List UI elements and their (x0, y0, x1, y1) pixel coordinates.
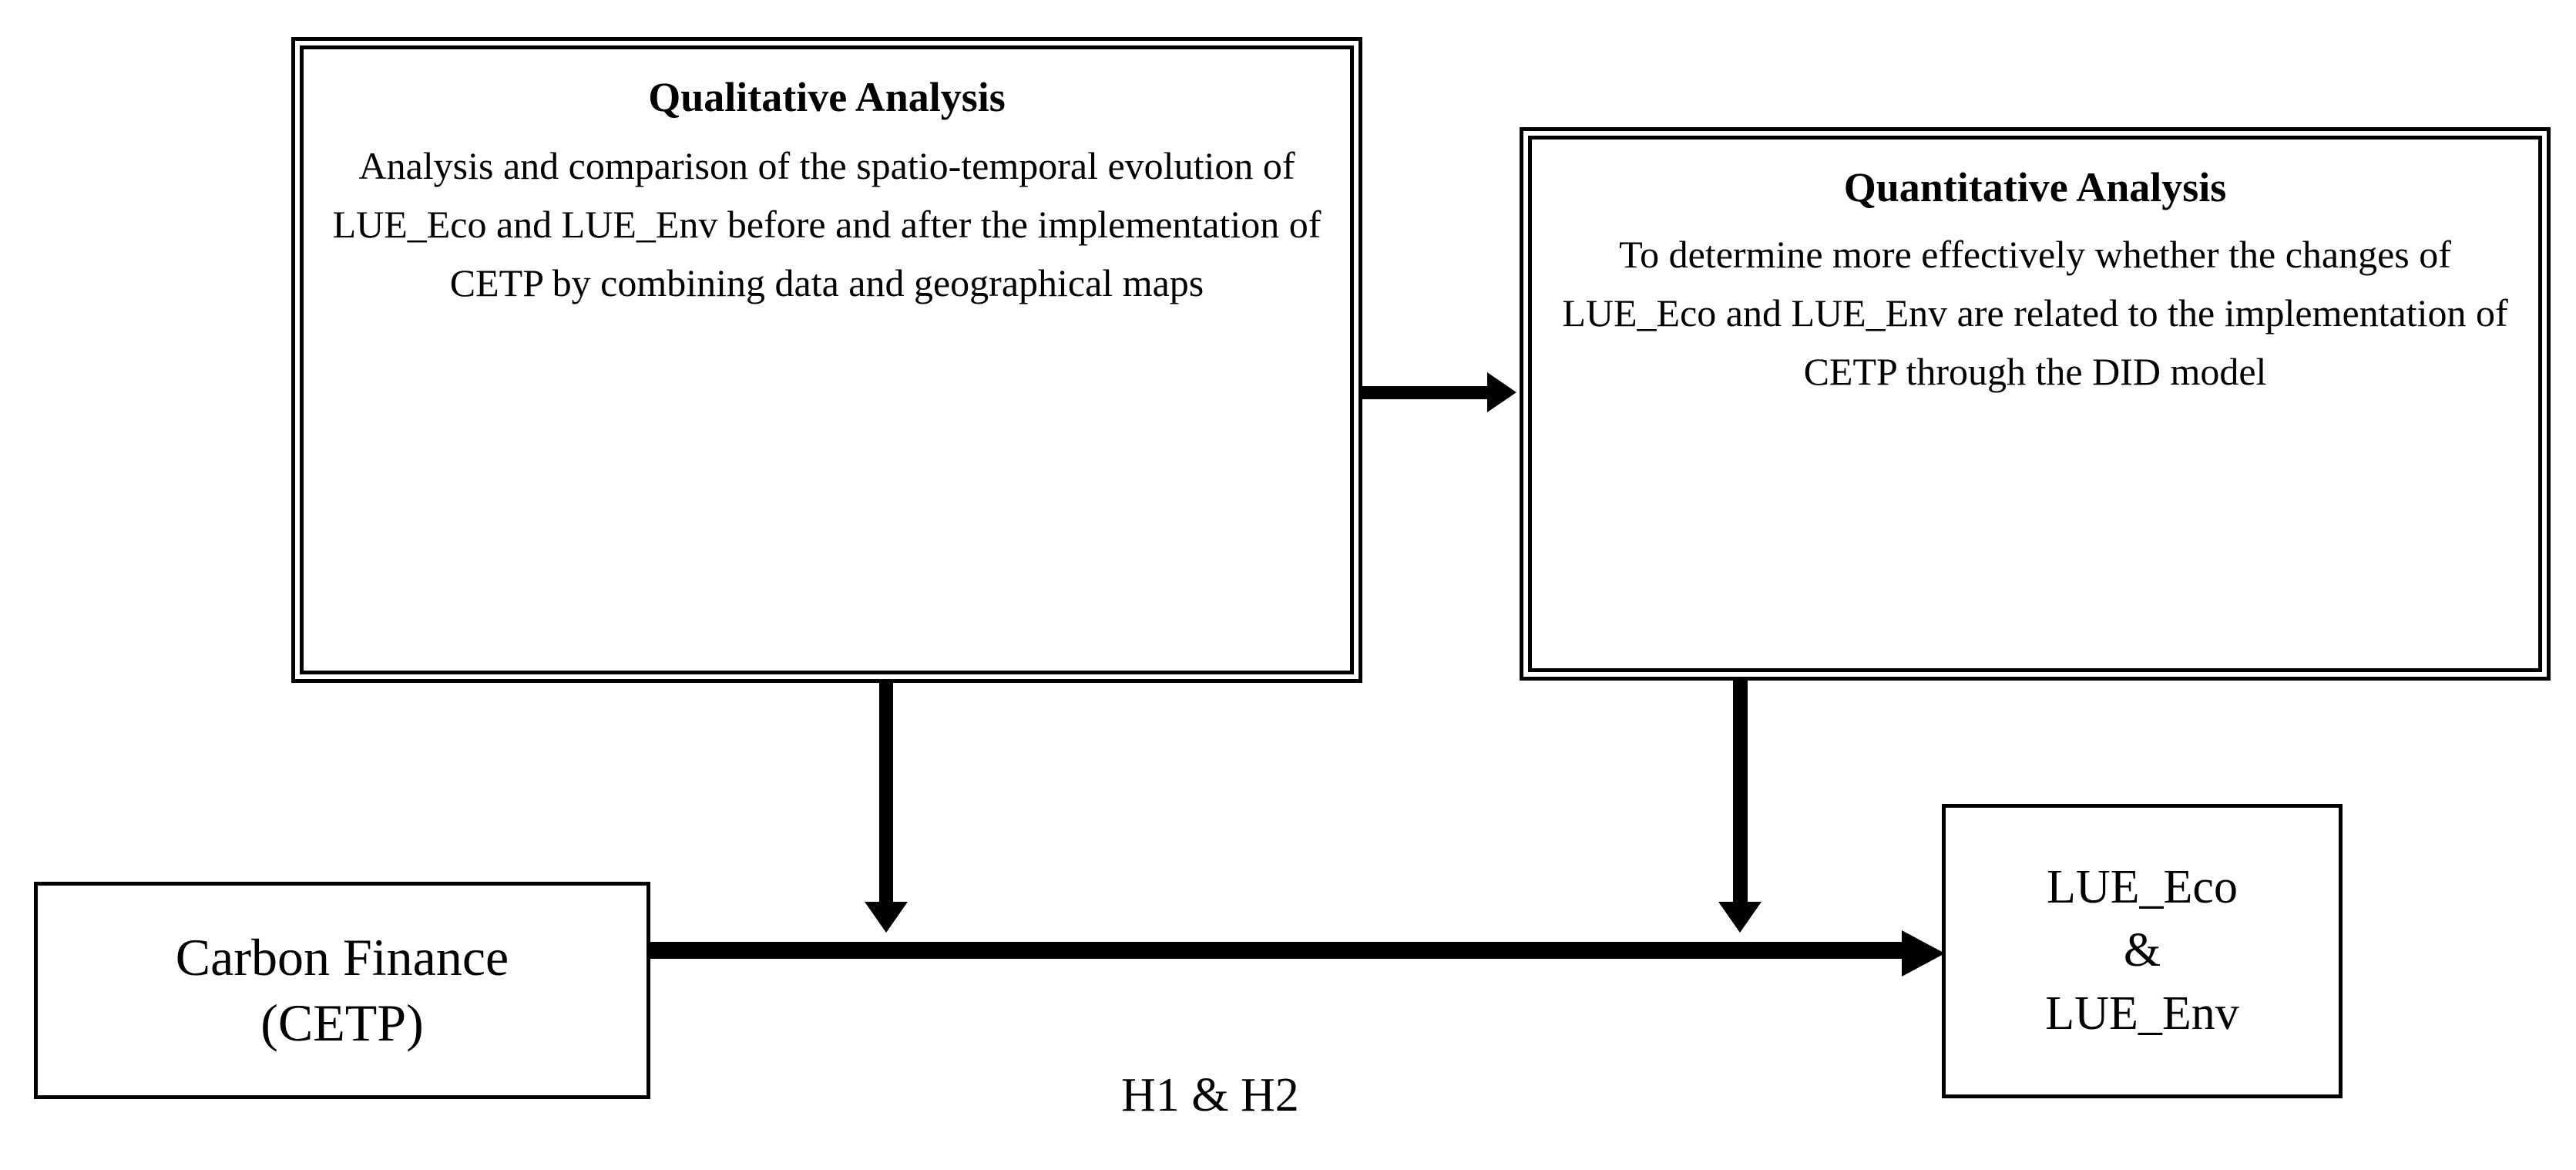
qualitative-analysis-box (291, 37, 1362, 683)
arrow-quantitative-to-main-flow (1733, 681, 1748, 914)
arrow-qualitative-to-quantitative (1362, 386, 1493, 399)
outcome-label: LUE_Eco & LUE_Env (2045, 861, 2239, 1040)
carbon-finance-box (34, 882, 650, 1099)
quantitative-analysis-description: To determine more effectively whether the changes of LUE_Eco and LUE_Env are related to the implementation of CETP through the DID model (1562, 232, 2508, 393)
quantitative-analysis-box (1520, 127, 2551, 681)
outcome-box (1942, 804, 2343, 1098)
carbon-finance-label: Carbon Finance (CETP) (175, 928, 509, 1052)
arrow-carbon-finance-to-outcome (650, 942, 1911, 959)
arrow-qualitative-to-main-flow-head-icon (865, 902, 908, 933)
hypothesis-label: H1 & H2 (1121, 1069, 1299, 1121)
arrow-carbon-finance-to-outcome-head-icon (1902, 930, 1945, 977)
qualitative-analysis-title: Qualitative Analysis (648, 74, 1006, 120)
quantitative-analysis-title: Quantitative Analysis (1843, 164, 2227, 210)
arrow-qualitative-to-main-flow (879, 683, 893, 914)
qualitative-analysis-description: Analysis and comparison of the spatio-temporal evolution of LUE_Eco and LUE_Env before and after the implementation of CETP by combining data and geographical maps (332, 143, 1322, 304)
arrow-qualitative-to-quantitative-head-icon (1487, 372, 1516, 412)
arrow-quantitative-to-main-flow-head-icon (1718, 902, 1762, 933)
